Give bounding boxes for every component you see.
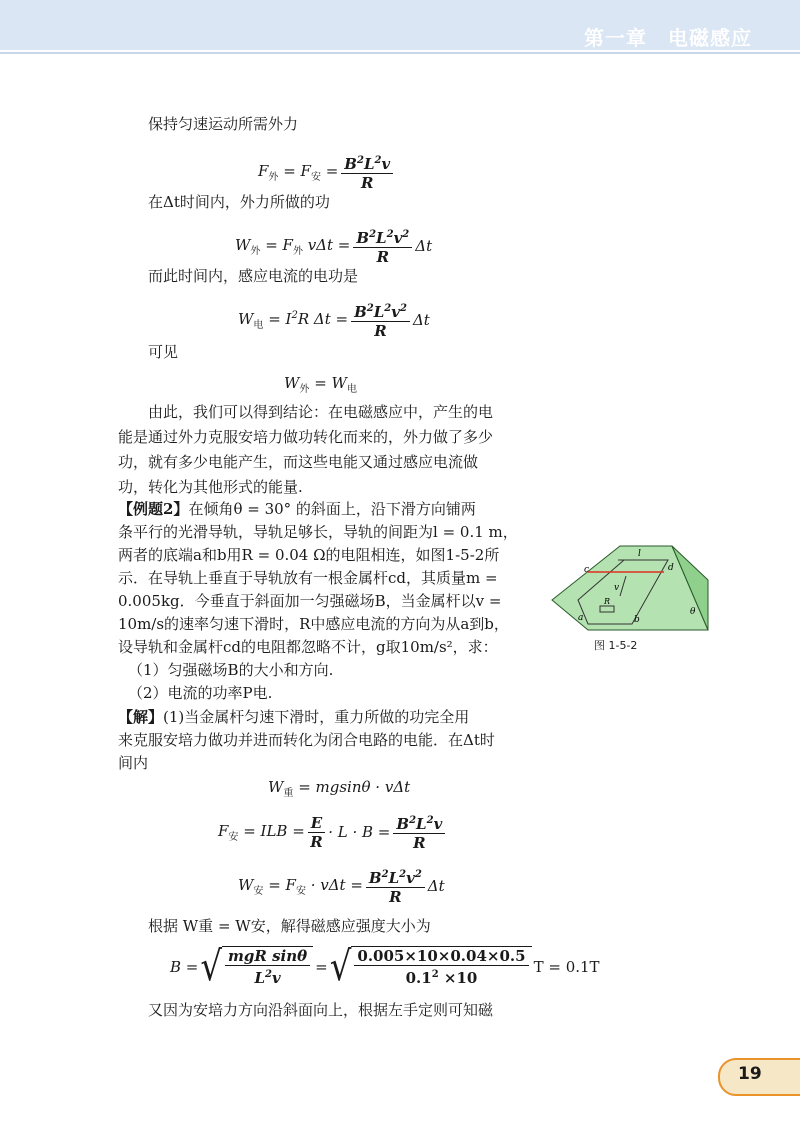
- example-line: 示．在导轨上垂直于导轨放有一根金属杆cd，其质量m =: [118, 569, 498, 587]
- solution-label: 【解】: [118, 708, 164, 726]
- label-b: b: [634, 615, 640, 625]
- figure-caption: 图 1-5-2: [594, 639, 638, 652]
- text-line: 功，转化为其他形式的能量.: [118, 478, 303, 496]
- solution-line: 根据 W重 = W安，解得磁感应强度大小为: [148, 917, 431, 935]
- equation-b-result: B = √ $\frac{\text{mgR sinθ}}{L^2v}$ = √ $\frac{0.005\times 10\times 0.04\times 0.5}{0.1^2 \times 10}$ T = 0.1T: [170, 942, 600, 991]
- example-line: 条平行的光滑导轨，导轨足够长，导轨的间距为l = 0.1 m，: [118, 523, 518, 541]
- chapter-title: 第一章 电磁感应: [584, 26, 752, 50]
- example-line: 设导轨和金属杆cd的电阻都忽略不计，g取10m/s²，求：: [118, 638, 498, 656]
- example-line: 【例题2】在倾角θ = 30° 的斜面上，沿下滑方向铺两: [118, 500, 476, 518]
- text-line: 保持匀速运动所需外力: [148, 115, 299, 133]
- text-line: 由此，我们可以得到结论：在电磁感应中，产生的电: [148, 403, 494, 421]
- text-line: 可见: [148, 343, 179, 361]
- text-line: 功，就有多少电能产生，而这些电能又通过感应电流做: [118, 453, 479, 471]
- text-line: 在Δt时间内，外力所做的功: [148, 193, 330, 211]
- label-a: a: [578, 613, 584, 623]
- header-divider: [0, 52, 800, 54]
- question-2: （2）电流的功率P电.: [128, 684, 273, 702]
- incline-figure: [548, 540, 712, 636]
- example-label: 【例题2】: [118, 500, 189, 518]
- equation-w-external: $W_外 = F_外$ vΔt = $\frac{B^2L^2v^2}{R}$ Δt: [235, 226, 432, 266]
- equation-w-electric: $W_电 = I^2R$ Δt = $\frac{B^2L^2v^2}{R}$ Δt: [238, 300, 430, 340]
- text-line: 而此时间内，感应电流的电功是: [148, 267, 359, 285]
- equation-f-ampere: $F_安$ = ILB = $\frac{E}{R}$ · L · B = $\frac{B^2L^2v}{R}$: [218, 812, 448, 852]
- label-c: c: [584, 565, 590, 575]
- label-l: l: [638, 549, 641, 559]
- label-d: d: [668, 563, 674, 573]
- label-theta: θ: [690, 607, 696, 617]
- equation-f-external: $F_外 = F_安$ = $\frac{B^2L^2v}{R}$: [258, 152, 396, 192]
- question-1: （1）匀强磁场B的大小和方向.: [128, 661, 334, 679]
- text-line: 能是通过外力克服安培力做功转化而来的，外力做了多少: [118, 428, 494, 446]
- solution-line: 来克服安培力做功并进而转化为闭合电路的电能．在Δt时: [118, 731, 495, 749]
- label-v: v: [614, 583, 620, 593]
- label-r: R: [604, 597, 611, 606]
- solution-line: 【解】(1)当金属杆匀速下滑时，重力所做的功完全用: [118, 708, 470, 726]
- example-line: 两者的底端a和b用R = 0.04 Ω的电阻相连，如图1-5-2所: [118, 546, 500, 564]
- example-line: 0.005kg．今垂直于斜面加一匀强磁场B，当金属杆以v =: [118, 592, 502, 610]
- equation-w-gravity: $W_重 = mgsin\theta \cdot v\Delta t$: [268, 778, 411, 799]
- page-number: 19: [738, 1064, 762, 1084]
- example-line: 10m/s的速率匀速下滑时，R中感应电流的方向为从a到b，: [118, 615, 509, 633]
- solution-line: 又因为安培力方向沿斜面向上，根据左手定则可知磁: [148, 1001, 494, 1019]
- solution-line: 间内: [118, 754, 149, 772]
- equation-w-ampere: $W_安 = F_安 \cdot v\Delta t$ = $\frac{B^2L^2v^2}{R}$ Δt: [238, 866, 445, 906]
- equation-w-equal: $W_外 = W_电$: [284, 374, 357, 395]
